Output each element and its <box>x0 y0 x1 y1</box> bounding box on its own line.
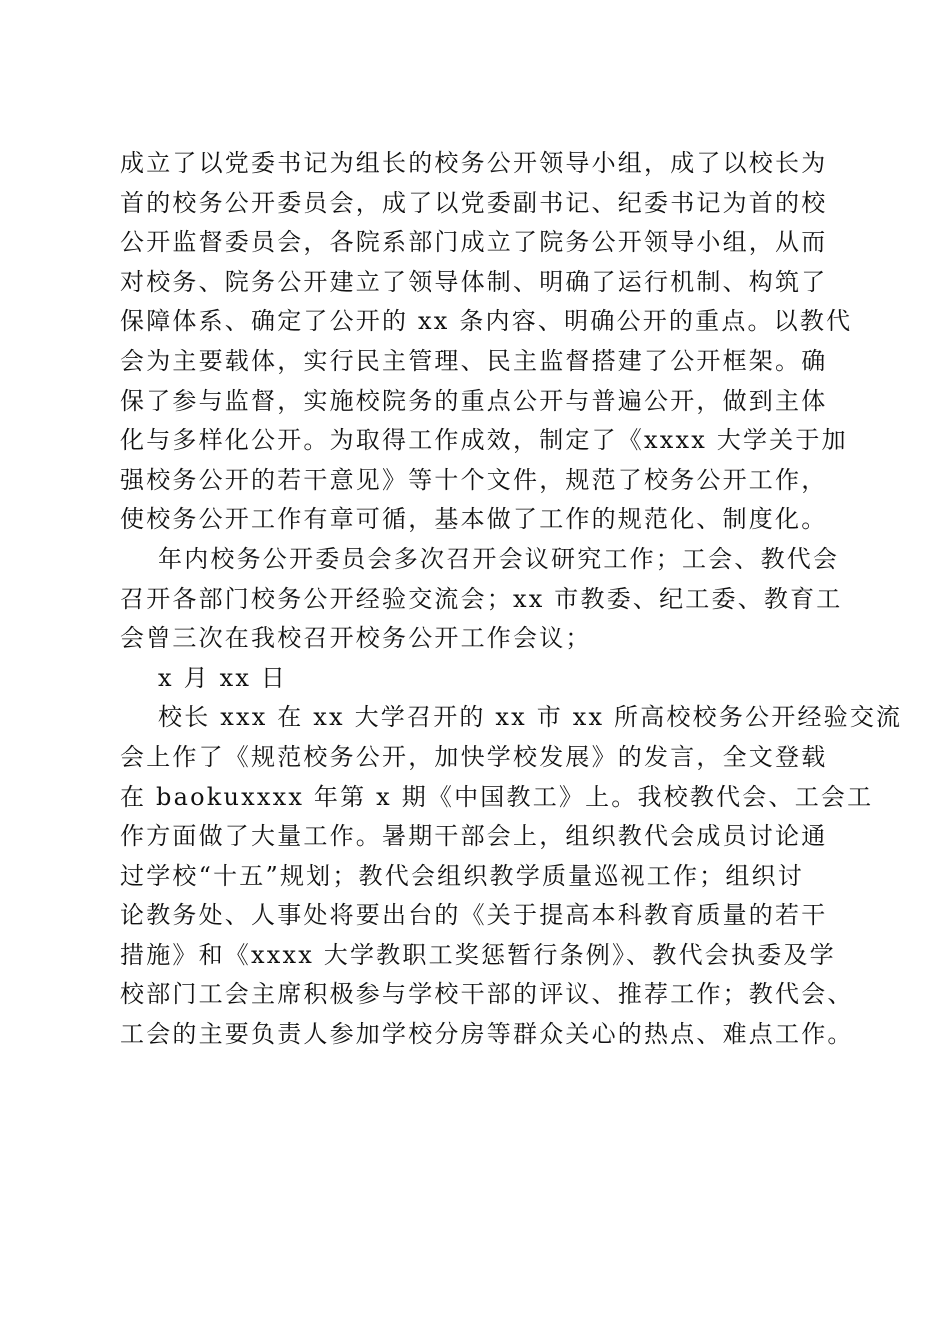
text-line-21: 措施》和《xxxx 大学教职工奖惩暂行条例》、教代会执委及学 <box>120 940 836 969</box>
text-line-17: 在 baokuxxxx 年第 x 期《中国教工》上。我校教代会、工会工 <box>120 782 874 811</box>
text-line-02: 首的校务公开委员会，成了以党委副书记、纪委书记为首的校 <box>120 188 828 217</box>
text-line-09: 强校务公开的若干意见》等十个文件，规范了校务公开工作， <box>120 465 828 494</box>
text-line-18: 作方面做了大量工作。暑期干部会上，组织教代会成员讨论通 <box>120 822 828 851</box>
text-line-16: 会上作了《规范校务公开，加快学校发展》的发言，全文登载 <box>120 742 828 771</box>
text-line-10: 使校务公开工作有章可循，基本做了工作的规范化、制度化。 <box>120 505 828 534</box>
text-line-23: 工会的主要负责人参加学校分房等群众关心的热点、难点工作。 <box>120 1020 854 1049</box>
document-body <box>120 144 903 1055</box>
text-line-13: 会曾三次在我校召开校务公开工作会议； <box>120 624 592 653</box>
text-line-12: 召开各部门校务公开经验交流会；xx 市教委、纪工委、教育工 <box>120 584 843 613</box>
text-line-20: 论教务处、人事处将要出台的《关于提高本科教育质量的若干 <box>120 901 828 930</box>
text-line-08: 化与多样化公开。为取得工作成效，制定了《xxxx 大学关于加 <box>120 426 848 455</box>
date-line: x 月 xx 日 <box>158 663 288 692</box>
text-line-06: 会为主要载体，实行民主管理、民主监督搭建了公开框架。确 <box>120 346 828 375</box>
text-line-15: 校长 xxx 在 xx 大学召开的 xx 市 xx 所高校校务公开经验交流 <box>158 703 903 732</box>
text-line-11: 年内校务公开委员会多次召开会议研究工作；工会、教代会 <box>158 544 840 573</box>
text-line-07: 保了参与监督，实施校院务的重点公开与普遍公开，做到主体 <box>120 386 828 415</box>
text-line-03: 公开监督委员会，各院系部门成立了院务公开领导小组，从而 <box>120 228 828 257</box>
text-line-05: 保障体系、确定了公开的 xx 条内容、明确公开的重点。以教代 <box>120 307 853 336</box>
text-line-19: 过学校“十五”规划；教代会组织教学质量巡视工作；组织讨 <box>120 861 804 890</box>
text-line-01: 成立了以党委书记为组长的校务公开领导小组，成了以校长为 <box>120 149 828 177</box>
text-line-22: 校部门工会主席积极参与学校干部的评议、推荐工作；教代会、 <box>120 980 854 1009</box>
text-line-04: 对校务、院务公开建立了领导体制、明确了运行机制、构筑了 <box>120 267 828 296</box>
